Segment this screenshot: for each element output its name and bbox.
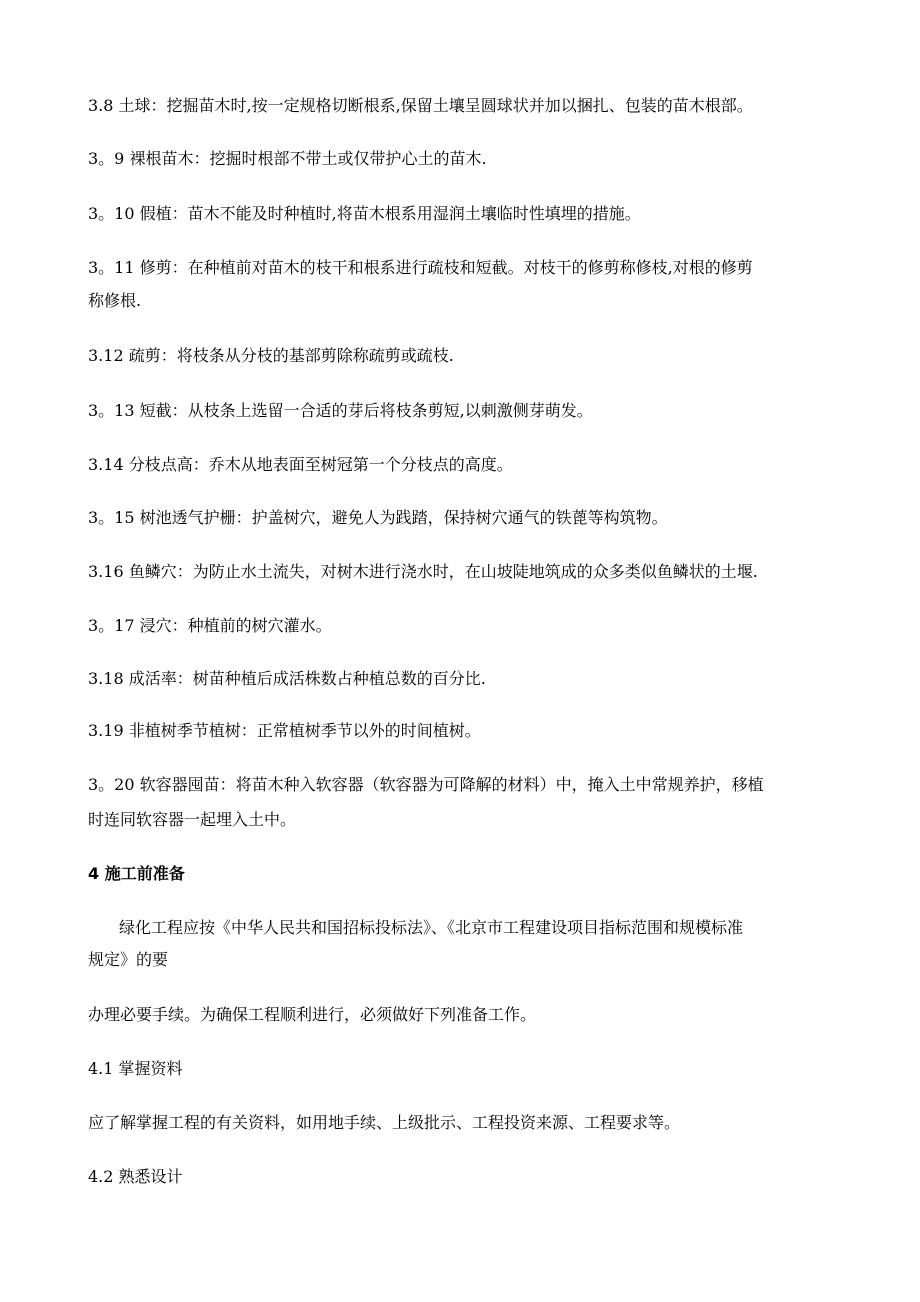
definition-3-9: 3。9 裸根苗木：挖掘时根部不带土或仅带护心土的苗木. — [88, 149, 487, 168]
definition-3-13: 3。13 短截：从枝条上选留一合适的芽后将枝条剪短,以刺激侧芽萌发。 — [88, 401, 593, 420]
section-4-paragraph: 绿化工程应按《中华人民共和国招标投标法》、《北京市工程建设项目指标范围和规模标准 — [119, 918, 744, 937]
definition-3-15: 3。15 树池透气护栅：护盖树穴，避免人为践踏，保持树穴通气的铁蓖等构筑物。 — [88, 508, 668, 527]
subsection-heading-4-2: 4.2 熟悉设计 — [88, 1167, 183, 1186]
definition-3-14: 3.14 分枝点高：乔木从地表面至树冠第一个分枝点的高度。 — [88, 455, 513, 474]
section-heading-4: 4 施工前准备 — [88, 864, 185, 883]
definition-3-11: 3。11 修剪：在种植前对苗木的枝干和根系进行疏枝和短截。对枝干的修剪称修枝,对根的修剪 — [88, 258, 753, 277]
section-4-paragraph-cont: 规定》的要 — [88, 950, 169, 969]
definition-3-19: 3.19 非植树季节植树：正常植树季节以外的时间植树。 — [88, 721, 481, 740]
definition-3-12: 3.12 疏剪：将枝条从分枝的基部剪除称疏剪或疏枝. — [88, 346, 454, 365]
definition-3-8: 3.8 土球：挖掘苗木时,按一定规格切断根系,保留土壤呈圆球状并加以捆扎、包装的苗木根部。 — [88, 96, 753, 115]
section-4-paragraph-2: 办理必要手续。为确保工程顺利进行，必须做好下列准备工作。 — [88, 1005, 537, 1024]
definition-3-10: 3。10 假植：苗木不能及时种植时,将苗木根系用湿润土壤临时性填埋的措施。 — [88, 204, 641, 223]
definition-3-20: 3。20 软容器囤苗：将苗木种入软容器（软容器为可降解的材料）中，掩入土中常规养护，移植 — [88, 775, 764, 794]
definition-3-17: 3。17 浸穴：种植前的树穴灌水。 — [88, 616, 332, 635]
definition-3-20-cont: 时连同软容器一起埋入土中。 — [88, 810, 297, 829]
definition-3-16: 3.16 鱼鳞穴：为防止水土流失，对树木进行浇水时，在山坡陡地筑成的众多类似鱼鳞状的土堰. — [88, 562, 758, 581]
subsection-4-1-paragraph: 应了解掌握工程的有关资料，如用地手续、上级批示、工程投资来源、工程要求等。 — [88, 1113, 681, 1132]
definition-3-18: 3.18 成活率：树苗种植后成活株数占种植总数的百分比. — [88, 669, 486, 688]
subsection-heading-4-1: 4.1 掌握资料 — [88, 1059, 183, 1078]
definition-3-11-cont: 称修根. — [88, 291, 142, 310]
